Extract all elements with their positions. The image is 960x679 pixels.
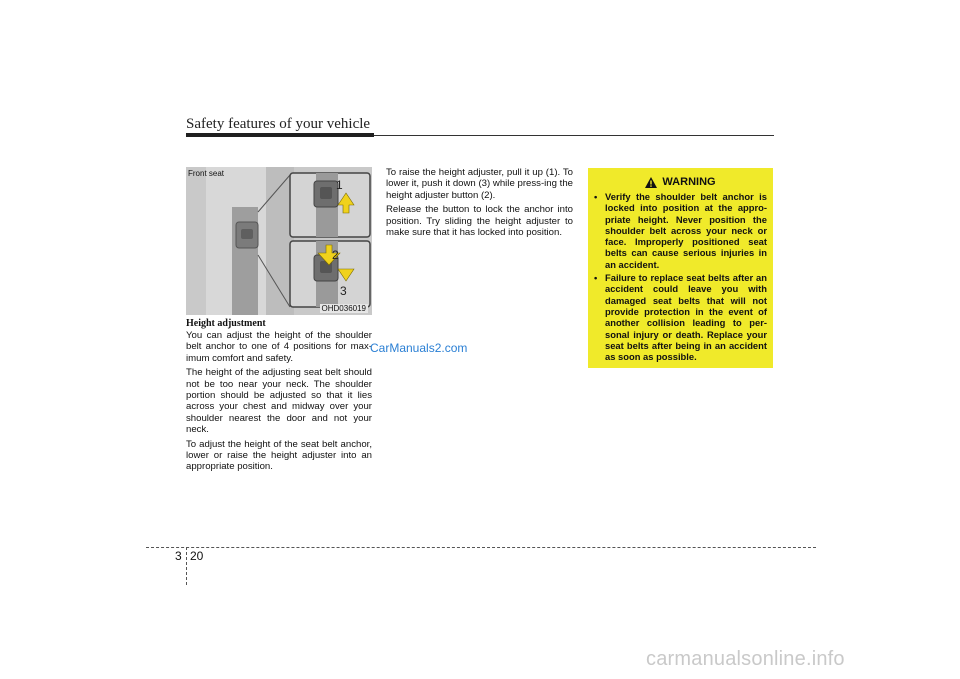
paragraph: To adjust the height of the seat belt anchor, lower or raise the height adjuster into an appropriate position. (186, 438, 372, 473)
body-column-left (186, 330, 372, 476)
chapter-number: 3 (175, 549, 182, 563)
paragraph: To raise the height adjuster, pull it up (1). To lower it, push it down (3) while press-ing the height adjuster button (2). (386, 167, 573, 201)
footer-divider (186, 547, 187, 585)
figure-callouts (186, 167, 372, 315)
page-header-title: Safety features of your vehicle (186, 116, 371, 132)
paragraph: You can adjust the height of the shoulder belt anchor to one of 4 positions for max-imum comfort and safety. (186, 330, 372, 364)
bullet: • (594, 191, 598, 202)
paragraph: The height of the adjusting seat belt should not be too near your neck. The shoulder portion should be adjusted so that it lies across your chest and midway over your shoulder nearest the door and not your neck. (186, 367, 372, 436)
seat-belt-figure (186, 167, 372, 315)
page-number: 20 (190, 549, 204, 563)
warning-title: WARNING (662, 176, 716, 188)
figure-code: OHD036019 (321, 304, 366, 313)
warning-triangle-icon (645, 177, 657, 188)
warning-item (594, 191, 767, 270)
header-bar (186, 133, 374, 137)
callout-1: 1 (336, 178, 343, 192)
paragraph: Release the button to lock the anchor into position. Try sliding the height adjuster to make sure that it has locked into position. (386, 204, 573, 239)
warning-title-row (594, 176, 767, 188)
section-heading: Height adjustment (186, 318, 266, 329)
site-watermark: carmanualsonline.info (646, 648, 845, 670)
header-rule (374, 135, 774, 136)
warning-list (594, 191, 767, 362)
watermark-link[interactable]: CarManuals2.com (370, 341, 468, 355)
callout-3: 3 (340, 284, 347, 298)
footer-rule (146, 547, 816, 548)
warning-box (588, 168, 773, 368)
warning-item (594, 272, 767, 362)
figure-label: Front seat (188, 169, 225, 178)
warning-item-text: Failure to replace seat belts after an accident could leave you with damaged seat belts that will not provide protection in the event of another collision leading to per-sonal injury or death. Replace your seat belts after being in an accident as soon as possible. (605, 272, 767, 363)
warning-item-text: Verify the shoulder belt anchor is locked into position at the appro-priate height. Never position the shoulder belt across your neck or face. Improperly positioned seat belts can cause serious injuries in an accident. (605, 191, 767, 270)
bullet: • (594, 272, 598, 284)
body-column-middle (386, 167, 573, 241)
callout-2: 2 (332, 248, 339, 262)
